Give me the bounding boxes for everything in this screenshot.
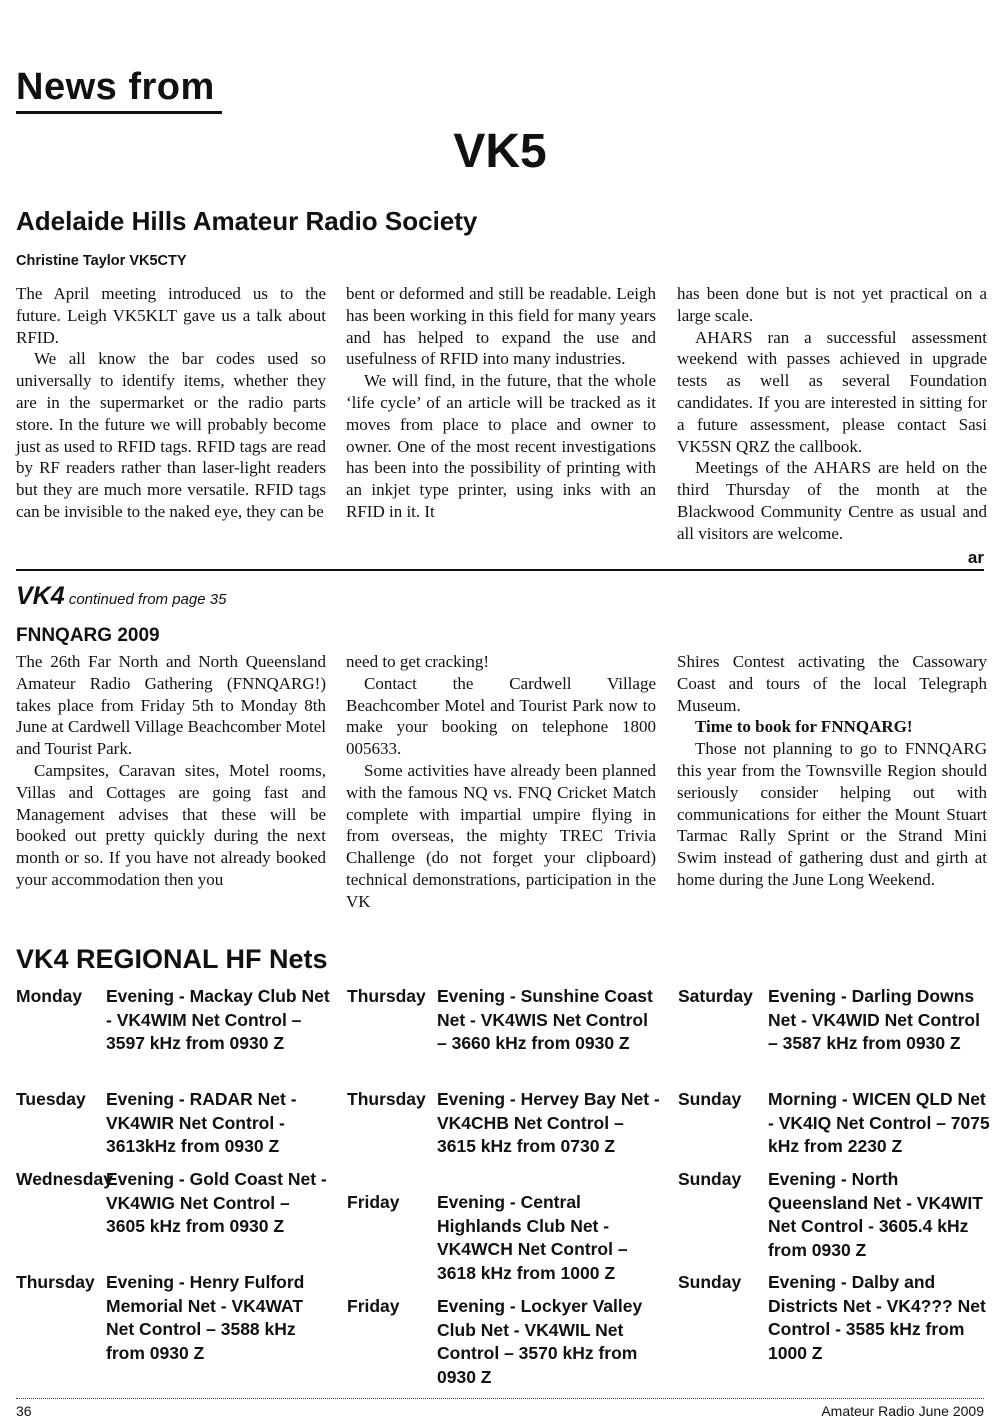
article-title: Adelaide Hills Amateur Radio Society [16, 206, 478, 236]
net-description: Evening - Lockyer Valley Club Net - VK4WIL Net Control – 3570 kHz from 0930 Z [437, 1296, 643, 1387]
heading-underline [16, 111, 222, 114]
net-description: Evening - Dalby and Districts Net - VK4??? Net Control - 3585 kHz from 1000 Z [768, 1272, 986, 1363]
end-mark: ar [967, 548, 984, 567]
net-day: Tuesday [16, 1089, 86, 1109]
net-description: Evening - Central Highlands Club Net - VK4WCH Net Control – 3618 kHz from 1000 Z [437, 1192, 628, 1283]
net-day: Wednesday [16, 1169, 113, 1189]
footer-divider [16, 1398, 984, 1399]
net-day: Friday [347, 1192, 400, 1212]
section-heading: News from [16, 66, 215, 108]
state-title: VK5 [453, 125, 547, 178]
continuation-label [16, 582, 226, 611]
net-day: Saturday [678, 986, 753, 1006]
net-description: Evening - North Queensland Net - VK4WIT Net Control - 3605.4 kHz from 0930 Z [768, 1169, 983, 1260]
net-description: Evening - Sunshine Coast Net - VK4WIS Net Control – 3660 kHz from 0930 Z [437, 986, 653, 1053]
net-day: Thursday [347, 986, 426, 1006]
paragraph: Some activities have already been planned with the famous NQ vs. FNQ Cricket Match complete with impartial umpire flying in from overseas, the mighty TREC Trivia Challenge (do not forget your clipboard) technical demonstrations, participation in the VK [346, 760, 656, 911]
article-title: FNNQARG 2009 [16, 625, 160, 646]
paragraph: Meetings of the AHARS are held on the third Thursday of the month at the Blackwood Community Centre as usual and all visitors are welcome. [677, 458, 987, 543]
fnnqarg-column-1 [16, 651, 326, 891]
continuation-state: VK4 [16, 582, 65, 610]
paragraph: We will find, in the future, that the whole ‘life cycle’ of an article will be tracked as it moves from place to place and owner to owner. One of the most recent investigations has been into the possibility of printing with an inkjet type printer, using inks with an RFID in it. It [346, 371, 656, 521]
net-day: Friday [347, 1296, 400, 1316]
net-day: Sunday [678, 1089, 742, 1109]
page-number: 36 [16, 1403, 32, 1419]
net-day: Sunday [678, 1272, 742, 1292]
nets-title: VK4 REGIONAL HF Nets [16, 944, 328, 974]
net-description: Evening - Darling Downs Net - VK4WID Net Control – 3587 kHz from 0930 Z [768, 986, 980, 1053]
paragraph: has been done but is not yet practical on a large scale. [677, 284, 987, 325]
net-day: Sunday [678, 1169, 742, 1189]
paragraph: Shires Contest activating the Cassowary Coast and tours of the local Telegraph Museum. [677, 652, 987, 715]
paragraph: Campsites, Caravan sites, Motel rooms, Villas and Cottages are going fast and Management advises that these will be booked out pretty quickly during the next month or so. If you have not already booked your accommodation then you [16, 760, 326, 889]
paragraph: need to get cracking! [346, 652, 490, 671]
ahars-column-3 [677, 283, 987, 545]
ahars-column-2 [346, 283, 656, 523]
fnnqarg-column-3 [677, 651, 987, 891]
net-description: Evening - Hervey Bay Net - VK4CHB Net Control – 3615 kHz from 0730 Z [437, 1089, 660, 1156]
net-day: Thursday [16, 1272, 95, 1292]
paragraph: Contact the Cardwell Village Beachcomber Motel and Tourist Park now to make your booking on telephone 1800 005633. [346, 673, 656, 759]
continuation-note: continued from page 35 [68, 591, 227, 608]
paragraph: We all know the bar codes used so universally to identify items, whether they are in the supermarket or the radio parts store. In the future we will probably become just as used to RFID tags. RFID tags are read by RF readers rather than laser-light readers but they are much more versatile. RFID tags can be invisible to the naked eye, they can be [16, 349, 326, 521]
paragraph: Those not planning to go to FNNQARG this year from the Townsville Region should seriously consider helping out with communications for either the Mount Stuart Tarmac Rally Sprint or the Strand Mini Swim instead of gathering dust and girth at home during the June Long Weekend. [677, 739, 987, 889]
section-divider [16, 569, 984, 571]
fnnqarg-column-2 [346, 651, 656, 913]
net-description: Evening - Gold Coast Net - VK4WIG Net Control – 3605 kHz from 0930 Z [106, 1169, 327, 1236]
net-description: Evening - Henry Fulford Memorial Net - VK4WAT Net Control – 3588 kHz from 0930 Z [106, 1272, 305, 1363]
net-description: Evening - Mackay Club Net - VK4WIM Net Control – 3597 kHz from 0930 Z [106, 986, 330, 1053]
paragraph: bent or deformed and still be readable. Leigh has been working in this field for many years and has helped to expand the use and usefulness of RFID into many industries. [346, 284, 656, 369]
paragraph: The April meeting introduced us to the future. Leigh VK5KLT gave us a talk about RFID. [16, 284, 326, 347]
article-byline: Christine Taylor VK5CTY [16, 253, 187, 269]
paragraph: The 26th Far North and North Queensland Amateur Radio Gathering (FNNQARG!) takes place from Friday 5th to Monday 8th June at Cardwell Village Beachcomber Motel and Tourist Park. [16, 652, 326, 759]
publication-title: Amateur Radio June 2009 [821, 1403, 984, 1419]
net-description: Morning - WICEN QLD Net - VK4IQ Net Control – 7075 kHz from 2230 Z [768, 1089, 990, 1156]
net-day: Monday [16, 986, 83, 1006]
subheading: Time to book for FNNQARG! [695, 717, 913, 737]
net-day: Thursday [347, 1089, 426, 1109]
ahars-column-1 [16, 283, 326, 523]
net-description: Evening - RADAR Net - VK4WIR Net Control - 3613kHz from 0930 Z [106, 1089, 297, 1156]
paragraph: AHARS ran a successful assessment weekend with passes achieved in upgrade tests as well as several Foundation candidates. If you are interested in sitting for a future assessment, please contact Sasi VK5SN QRZ the callbook. [677, 327, 987, 456]
